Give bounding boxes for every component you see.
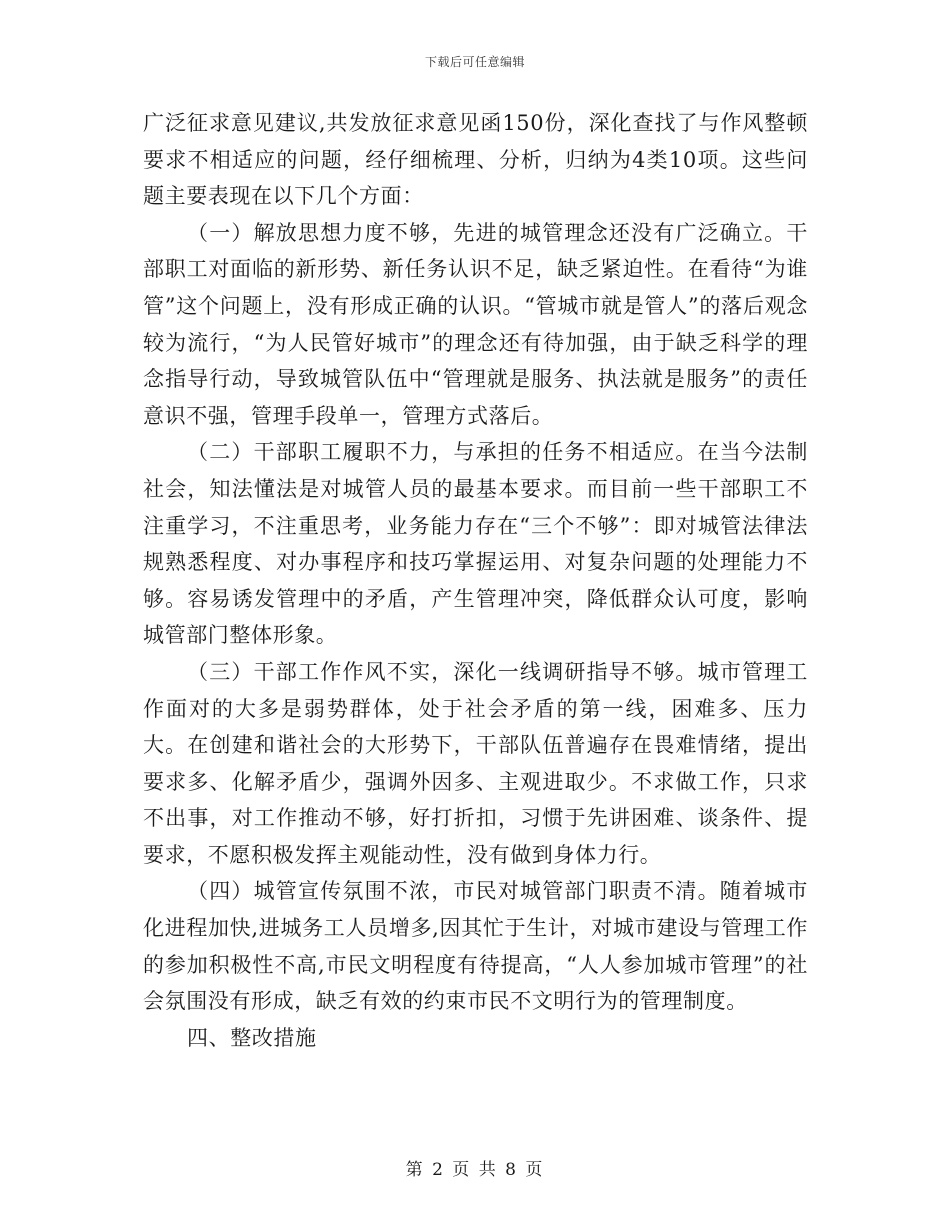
paragraph-issue-2: （二）干部职工履职不力，与承担的任务不相适应。在当今法制社会，知法懂法是对城管人员的最基本要求。而目前一些干部职工不注重学习，不注重思考，业务能力存在“三个不够”：即对城管法律法规熟悉程度、对办事程序和技巧掌握运用、对复杂问题的处理能力不够。容易诱发管理中的矛盾，产生管理冲突，降低群众认可度，影响城管部门整体形象。: [143, 440, 808, 648]
page-header: 下载后可任意编辑: [424, 55, 525, 69]
section-heading: 四、整改措施: [187, 1025, 317, 1050]
paragraph-issue-1: （一）解放思想力度不够，先进的城管理念还没有广泛确立。干部职工对面临的新形势、新任务认识不足，缺乏紧迫性。在看待“为谁管”这个问题上，没有形成正确的认识。“管城市就是管人”的落后观念较为流行，“为人民管好城市”的理念还有待加强，由于缺乏科学的理念指导行动，导致城管队伍中“管理就是服务、执法就是服务”的责任意识不强，管理手段单一，管理方式落后。: [143, 220, 808, 428]
document-body: [143, 105, 808, 1056]
paragraph-issue-3: （三）干部工作作风不实，深化一线调研指导不够。城市管理工作面对的大多是弱势群体，处于社会矛盾的第一线，困难多、压力大。在创建和谐社会的大形势下，干部队伍普遍存在畏难情绪，提出要求多、化解矛盾少，强调外因多、主观进取少。不求做工作，只求不出事，对工作推动不够，好打折扣，习惯于先讲困难、谈条件、提要求，不愿积极发挥主观能动性，没有做到身体力行。: [143, 659, 808, 867]
paragraph-intro: 广泛征求意见建议,共发放征求意见函150份，深化查找了与作风整顿要求不相适应的问题，经仔细梳理、分析，归纳为4类10项。这些问题主要表现在以下几个方面：: [143, 111, 808, 209]
page-footer: 第 2 页 共 8 页: [405, 1160, 545, 1180]
paragraph-issue-4: （四）城管宣传氛围不浓，市民对城管部门职责不清。随着城市化进程加快,进城务工人员增多,因其忙于生计，对城市建设与管理工作的参加积极性不高,市民文明程度有待提高，“人人参加城市管理”的社会氛围没有形成，缺乏有效的约束市民不文明行为的管理制度。: [143, 879, 808, 1014]
